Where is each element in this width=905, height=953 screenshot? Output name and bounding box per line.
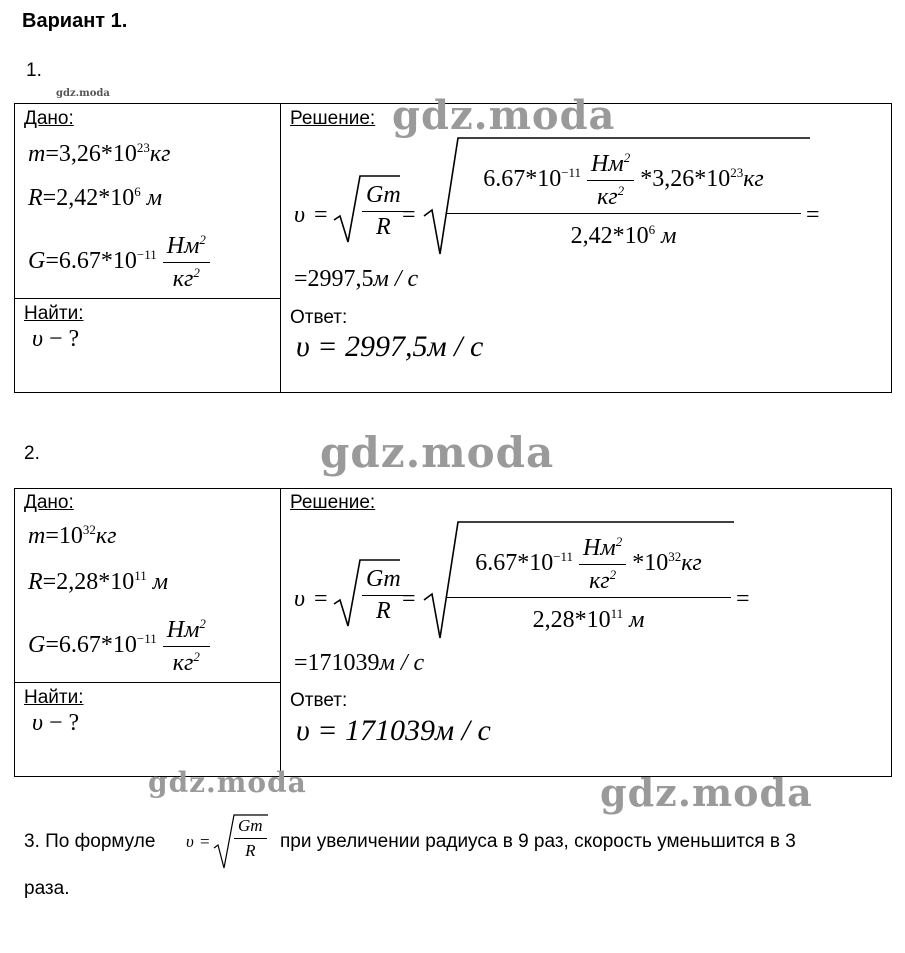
- watermark-small: gdz.moda: [56, 88, 110, 99]
- problem-1-result: =2997,5м / с: [294, 266, 419, 292]
- problem-1-number: 1.: [26, 60, 42, 81]
- problem-1-solution-label: Решение:: [290, 108, 376, 129]
- problem-2-answer: υ = 171039м / с: [296, 714, 491, 747]
- problem-3-formula: υ = $\frac{Gm}{R}$: [186, 810, 272, 872]
- problem-2-answer-label: Ответ:: [290, 690, 348, 711]
- problem-2-solution-label: Решение:: [290, 492, 376, 513]
- problem-2-formula: υ = $\frac{Gm}{R}$ = $6.67*10^{-11}$ $\frac{Нм^2}{кг^2}$ $*10^{32}кг$ $2,28*10^{11}$ м =: [294, 534, 854, 644]
- problem-1-given-m: $m=3,26*10^{23}кг$: [28, 140, 171, 167]
- problem-1-given-separator: [14, 298, 280, 299]
- problem-2-given-r: $R=2,28*10^{11}$ м: [28, 568, 169, 595]
- problem-2-given-m: $m=10^{32}кг$: [28, 522, 117, 549]
- problem-1-divider: [280, 103, 281, 393]
- watermark-logo: gdz.moda: [392, 92, 616, 139]
- problem-2-given-separator: [14, 682, 280, 683]
- problem-1-answer: υ = 2997,5м / с: [296, 330, 484, 363]
- problem-3-suffix: при увеличении радиуса в 9 раз, скорость уменьшится в 3: [280, 831, 796, 852]
- problem-2-given-g: $G=6.67*10^{-11}$ $\frac{Нм^2}{кг^2}$: [28, 616, 210, 677]
- problem-1-answer-label: Ответ:: [290, 307, 348, 328]
- problem-2-result: =171039м / с: [294, 650, 425, 676]
- watermark-logo: gdz.moda: [320, 428, 555, 477]
- problem-1-given-g: $G=6.67*10^{-11}$ $\frac{Нм^2}{кг^2}$: [28, 232, 210, 293]
- problem-2-given-label: Дано:: [24, 492, 74, 513]
- problem-1-given-r: $R=2,42*10^6$ м: [28, 184, 163, 211]
- problem-1-find: υ − ?: [32, 326, 80, 352]
- problem-1-formula: υ = $\frac{Gm}{R}$ = $6.67*10^{-11}$ $\frac{Нм^2}{кг^2}$ $*3,26*10^{23}кг$ $2,42*10^6$ м =: [294, 150, 854, 260]
- page-title: Вариант 1.: [22, 10, 128, 32]
- problem-3-prefix: 3. По формуле: [24, 831, 156, 852]
- problem-2-find: υ − ?: [32, 710, 80, 736]
- watermark-logo: gdz.moda: [600, 770, 813, 815]
- problem-2-find-label: Найти:: [24, 687, 84, 708]
- problem-2-divider: [280, 488, 281, 777]
- problem-1-find-label: Найти:: [24, 303, 84, 324]
- problem-3-line2: раза.: [24, 878, 70, 899]
- problem-2-number: 2.: [24, 443, 40, 464]
- watermark-logo: gdz.moda: [148, 766, 307, 799]
- problem-1-given-label: Дано:: [24, 108, 74, 129]
